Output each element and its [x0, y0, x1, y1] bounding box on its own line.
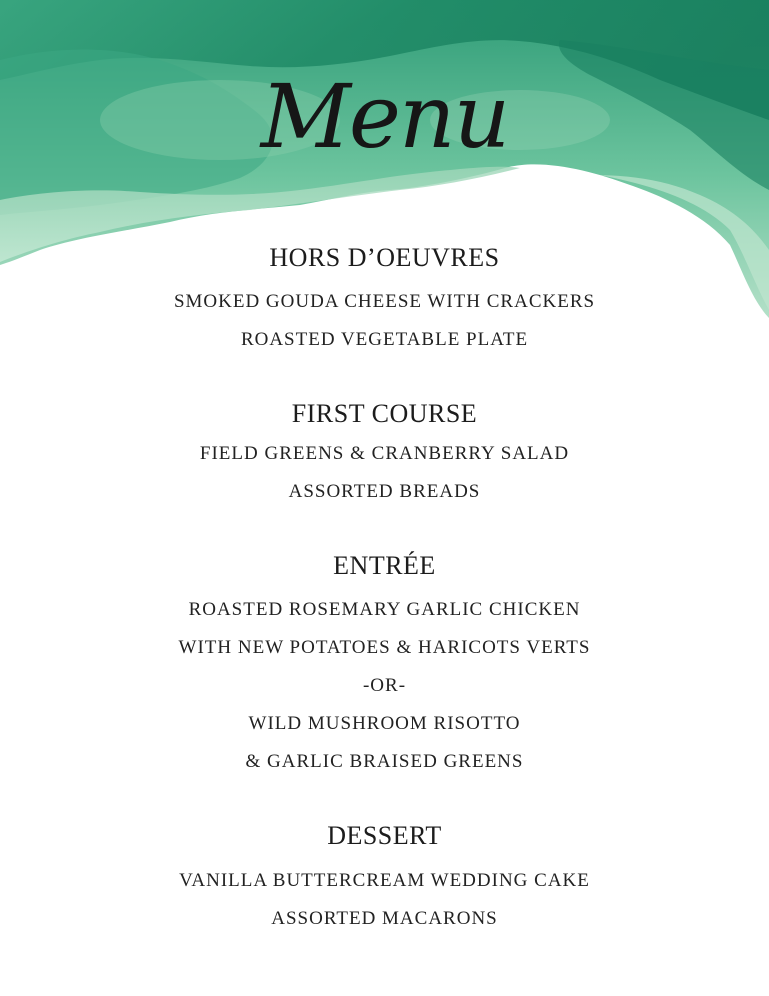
menu-item: ROASTED ROSEMARY GARLIC CHICKEN — [188, 599, 581, 620]
section-heading-entree: ENTRÉE — [333, 551, 436, 580]
section-heading-dessert: DESSERT — [327, 821, 442, 850]
section-heading-hors-doeuvres: HORS D’OEUVRES — [269, 243, 500, 272]
menu-item: FIELD GREENS & CRANBERRY SALAD — [199, 443, 570, 464]
section-heading-first-course: FIRST COURSE — [291, 399, 478, 428]
menu-item-separator: -OR- — [362, 675, 407, 696]
menu-item: & GARLIC BRAISED GREENS — [245, 751, 524, 772]
menu-item: ASSORTED BREADS — [288, 481, 481, 502]
menu-item: WILD MUSHROOM RISOTTO — [248, 713, 521, 734]
menu-title: Menu — [260, 65, 509, 168]
menu-item: ROASTED VEGETABLE PLATE — [240, 329, 529, 350]
menu-item: ASSORTED MACARONS — [271, 908, 498, 929]
menu-item: VANILLA BUTTERCREAM WEDDING CAKE — [179, 870, 590, 891]
menu-item: SMOKED GOUDA CHEESE WITH CRACKERS — [173, 291, 596, 312]
menu-item: WITH NEW POTATOES & HARICOTS VERTS — [178, 637, 591, 658]
